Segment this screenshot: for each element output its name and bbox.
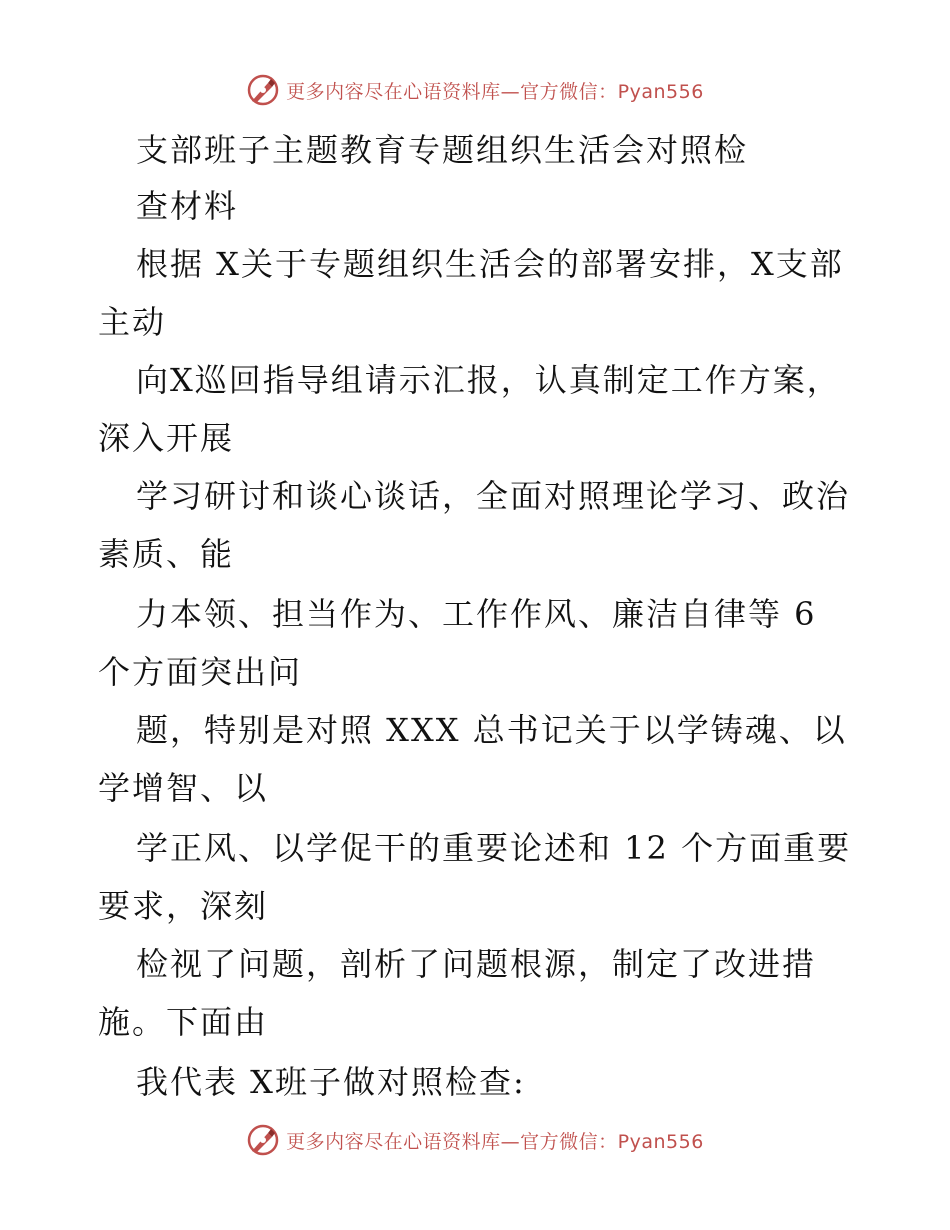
paragraph-line: 主动 — [98, 303, 167, 341]
paragraph-line: 向X巡回指导组请示汇报，认真制定工作方案， — [136, 361, 841, 399]
footer-watermark-banner — [0, 1120, 950, 1160]
paragraph-line: 要求，深刻 — [98, 887, 269, 925]
watermark-text: 更多内容尽在心语资料库—官方微信：Pyan556 — [286, 1130, 704, 1153]
pen-circle-logo-icon — [246, 1123, 280, 1157]
paragraph-line: 个方面突出问 — [98, 653, 303, 691]
paragraph-line: 施。下面由 — [98, 1003, 269, 1041]
paragraph-line: 我代表 X班子做对照检查: — [136, 1063, 526, 1101]
paragraph-line: 检视了问题，剖析了问题根源，制定了改进措 — [136, 945, 817, 983]
title-line-2: 查材料 — [136, 187, 239, 225]
pen-circle-logo-icon — [246, 73, 280, 107]
paragraph-line: 根据 X关于专题组织生活会的部署安排，X支部 — [136, 245, 844, 283]
title-line-1: 支部班子主题教育专题组织生活会对照检 — [136, 131, 749, 169]
paragraph-line: 学正风、以学促干的重要论述和 12 个方面重要 — [136, 829, 852, 867]
paragraph-line: 力本领、担当作为、工作作风、廉洁自律等 6 — [136, 595, 817, 633]
paragraph-line: 题，特别是对照 XXX 总书记关于以学铸魂、以 — [136, 711, 847, 749]
paragraph-line: 深入开展 — [98, 419, 235, 457]
paragraph-line: 素质、能 — [98, 535, 235, 573]
header-watermark-banner — [0, 70, 950, 110]
paragraph-line: 学增智、以 — [98, 769, 269, 807]
watermark-text: 更多内容尽在心语资料库—官方微信：Pyan556 — [286, 80, 704, 103]
paragraph-line: 学习研讨和谈心谈话，全面对照理论学习、政治 — [136, 477, 851, 515]
